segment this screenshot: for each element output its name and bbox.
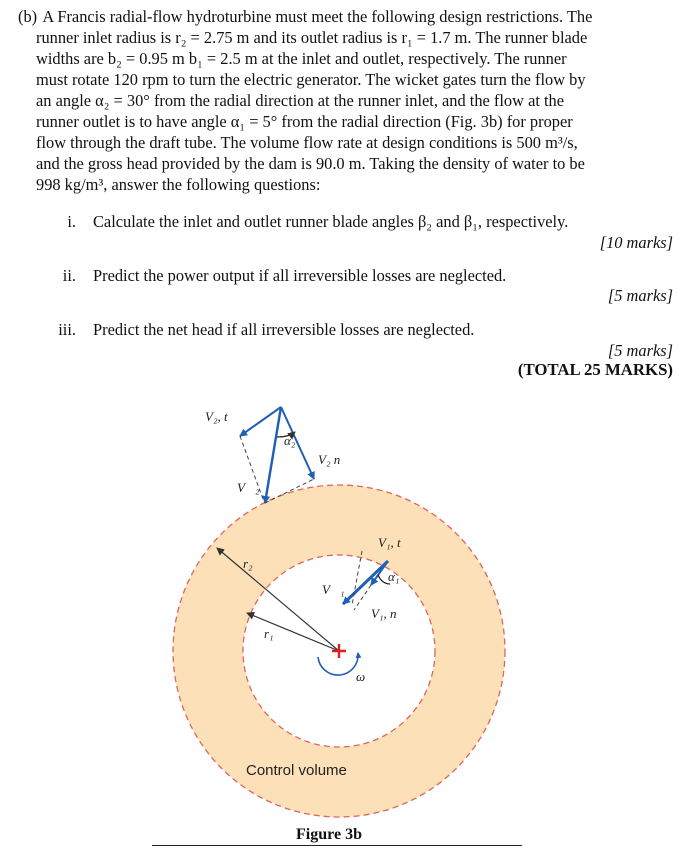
question-number: i. (67, 212, 76, 231)
problem-line-9: 998 kg/m³, answer the following questions: (36, 175, 321, 194)
turbine-diagram (0, 395, 695, 846)
v2-label: V⃗₂ (237, 480, 260, 495)
question-1-marks: [10 marks] (599, 233, 673, 252)
v2t-label: V₂, t (205, 409, 228, 424)
problem-line-4: must rotate 120 rpm to turn the electric generator. The wicket gates turn the flow by (36, 70, 586, 89)
v1n-label: V₁, n (371, 606, 397, 621)
omega-label: ω (356, 669, 366, 684)
problem-line-8: and the gross head provided by the dam is 90.0 m. Taking the density of water to be (36, 154, 585, 173)
v2-vector-arrow (265, 407, 281, 503)
r2-label: r₂ (243, 556, 253, 571)
v1t-label: V₁, t (378, 535, 401, 550)
control-volume-label: Control volume (246, 762, 347, 779)
alpha2-label: α₂ (284, 433, 296, 448)
question-2-marks: [5 marks] (607, 286, 673, 305)
question-text: Predict the power output if all irreversible losses are neglected. (93, 266, 507, 285)
problem-label: (b) (18, 7, 38, 26)
question-number: iii. (58, 320, 76, 339)
r1-radius-line (247, 613, 339, 651)
problem-line-6: runner outlet is to have angle α₁ = 5° from the radial direction (Fig. 3b) for proper (36, 112, 573, 131)
total-marks: (TOTAL 25 MARKS) (517, 360, 673, 379)
problem-line-2: runner inlet radius is r₂ = 2.75 m and its outlet radius is r₁ = 1.7 m. The runner blade (36, 28, 588, 47)
problem-statement (18, 6, 678, 195)
figure-3b (0, 395, 695, 846)
r1-label: r₁ (264, 626, 274, 641)
alpha1-label: α₁ (388, 569, 400, 584)
problem-line-3: widths are b₂ = 0.95 m b₁ = 2.5 m at the inlet and outlet, respectively. The runner (36, 49, 567, 68)
v2n-label: V₂ n (318, 452, 341, 467)
problem-line-5: an angle α₂ = 30° from the radial direction at the runner inlet, and the flow at the (36, 91, 565, 110)
question-3-marks: [5 marks] (607, 341, 673, 360)
figure-caption: Figure 3b (296, 826, 362, 843)
v2-tangential-arrow (240, 407, 281, 436)
v1-vector-arrow (343, 561, 388, 604)
question-text: Calculate the inlet and outlet runner blade angles β₂ and β₁, respectively. (93, 212, 569, 231)
v1-dashed-guide (352, 551, 362, 605)
question-number: ii. (62, 266, 76, 285)
problem-line-7: flow through the draft tube. The volume flow rate at design conditions is 500 m³/s, (36, 133, 578, 152)
problem-line-1: (b) A Francis radial-flow hydroturbine must meet the following design restrictions. The (18, 7, 593, 26)
question-text: Predict the net head if all irreversible losses are neglected. (93, 320, 475, 339)
v1n-dashed-guide (354, 585, 371, 610)
v1-label: V⃗₁ (322, 582, 345, 597)
